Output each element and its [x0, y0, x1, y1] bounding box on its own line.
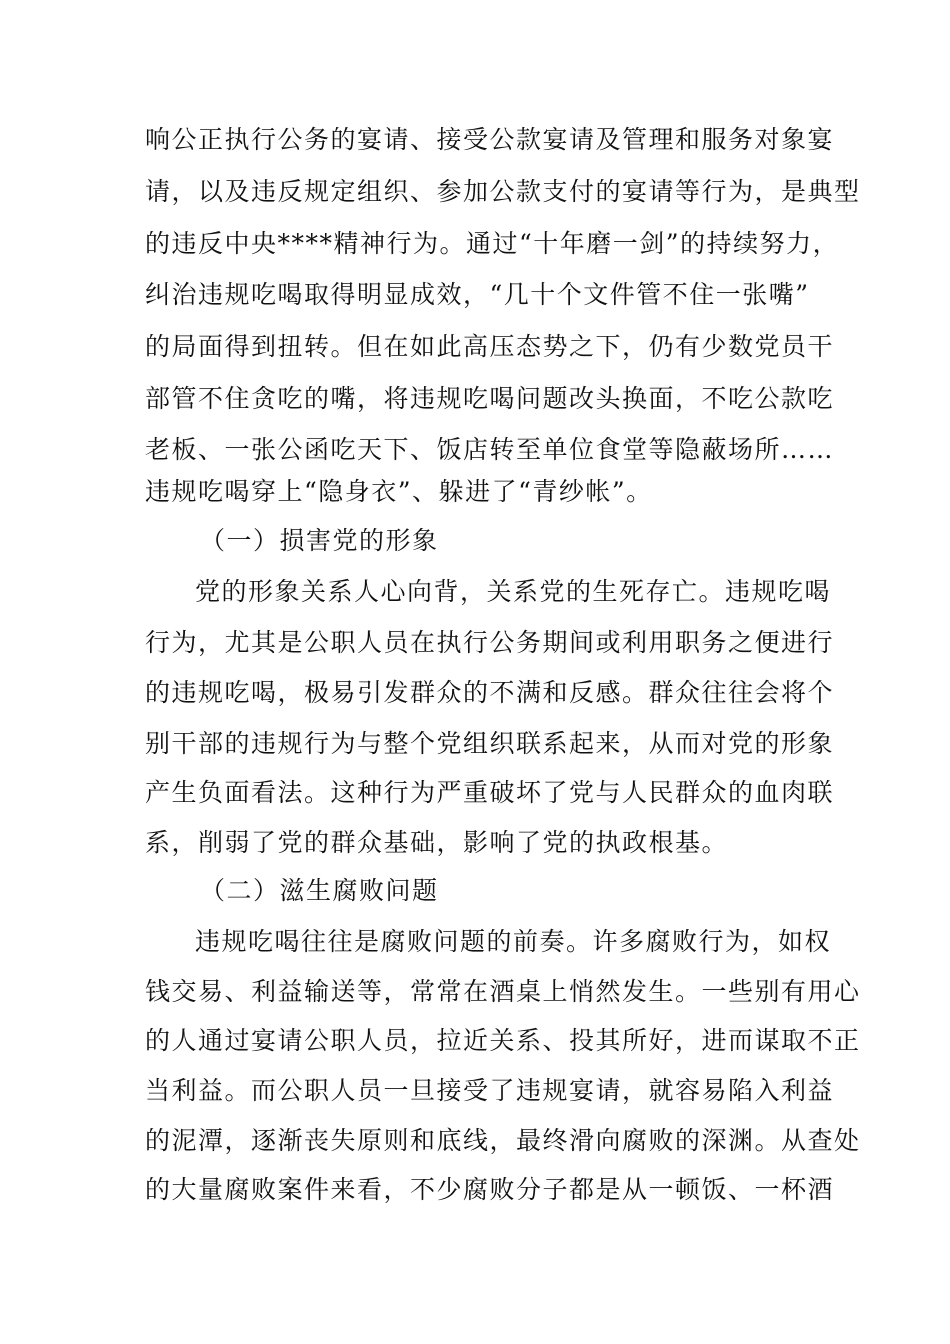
- paragraph-line: 系，削弱了党的群众基础，影响了党的执政根基。: [145, 828, 729, 857]
- paragraph-line: 产生负面看法。这种行为严重破坏了党与人民群众的血肉联: [145, 778, 835, 807]
- paragraph-line: 响公正执行公务的宴请、接受公款宴请及管理和服务对象宴: [145, 125, 835, 154]
- paragraph-line: 违规吃喝穿上“隐身衣”、躲进了“青纱帐”。: [145, 477, 653, 506]
- paragraph-line: 行为，尤其是公职人员在执行公务期间或利用职务之便进行: [145, 628, 835, 657]
- paragraph-line: 的人通过宴请公职人员，拉近关系、投其所好，进而谋取不正: [145, 1026, 861, 1055]
- paragraph-line: 请，以及违反规定组织、参加公款支付的宴请等行为，是典型: [145, 177, 861, 206]
- paragraph-line: 党的形象关系人心向背，关系党的生死存亡。违规吃喝: [195, 577, 832, 606]
- paragraph-line: 当利益。而公职人员一旦接受了违规宴请，就容易陷入利益: [145, 1076, 835, 1105]
- paragraph-line: 的大量腐败案件来看，不少腐败分子都是从一顿饭、一杯酒: [145, 1175, 835, 1204]
- paragraph-line: 老板、一张公函吃天下、饭店转至单位食堂等隐蔽场所……: [145, 435, 835, 464]
- paragraph-line: 的泥潭，逐渐丧失原则和底线，最终滑向腐败的深渊。从查处: [145, 1126, 861, 1155]
- paragraph-line: 钱交易、利益输送等，常常在酒桌上悄然发生。一些别有用心: [145, 977, 861, 1006]
- paragraph-line: 的违规吃喝，极易引发群众的不满和反感。群众往往会将个: [145, 678, 835, 707]
- paragraph-line: 违规吃喝往往是腐败问题的前奏。许多腐败行为，如权: [195, 927, 832, 956]
- paragraph-line: 的局面得到扭转。但在如此高压态势之下，仍有少数党员干: [145, 332, 835, 361]
- section-heading: （二）滋生腐败问题: [200, 876, 439, 905]
- paragraph-line: 的违反中央****精神行为。通过“十年磨一剑”的持续努力，: [145, 229, 840, 258]
- paragraph-line: 别干部的违规行为与整个党组织联系起来，从而对党的形象: [145, 729, 835, 758]
- paragraph-line: 部管不住贪吃的嘴，将违规吃喝问题改头换面，不吃公款吃: [145, 384, 835, 413]
- paragraph-line: 纠治违规吃喝取得明显成效，“几十个文件管不住一张嘴”: [145, 280, 810, 309]
- section-heading: （一）损害党的形象: [200, 526, 439, 555]
